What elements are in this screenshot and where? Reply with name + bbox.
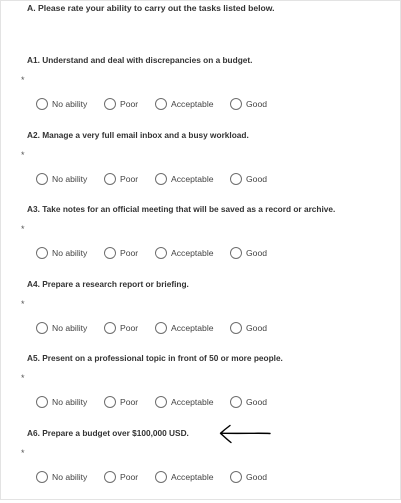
- radio-group: [0, 322, 401, 336]
- option-label: Acceptable: [171, 98, 214, 109]
- radio-button[interactable]: [230, 173, 242, 185]
- radio-button[interactable]: [104, 98, 116, 110]
- required-asterisk: *: [21, 75, 25, 85]
- radio-button[interactable]: [36, 98, 48, 110]
- option-label: Poor: [120, 471, 139, 482]
- radio-button[interactable]: [104, 471, 116, 483]
- radio-button[interactable]: [104, 322, 116, 334]
- question-label: A2. Manage a very full email inbox and a busy workload.: [27, 130, 249, 140]
- radio-group: [0, 471, 401, 485]
- option-label: No ability: [52, 173, 88, 184]
- radio-button[interactable]: [155, 322, 167, 334]
- option-label: No ability: [52, 396, 88, 407]
- hand-drawn-arrow-icon: [216, 423, 272, 445]
- question-label: A4. Prepare a research report or briefing.: [27, 279, 189, 289]
- required-asterisk: *: [21, 299, 25, 309]
- section-title: A. Please rate your ability to carry out the tasks listed below.: [27, 3, 275, 13]
- radio-button[interactable]: [230, 471, 242, 483]
- radio-button[interactable]: [36, 173, 48, 185]
- option-label: Poor: [120, 247, 139, 258]
- question-a1: [0, 55, 401, 130]
- radio-button[interactable]: [104, 396, 116, 408]
- question-label: A3. Take notes for an official meeting that will be saved as a record or archive.: [27, 204, 336, 214]
- option-label: Good: [246, 471, 268, 482]
- option-label: No ability: [52, 247, 88, 258]
- radio-group: [0, 247, 401, 261]
- option-label: Acceptable: [171, 322, 214, 333]
- radio-button[interactable]: [155, 396, 167, 408]
- radio-button[interactable]: [230, 98, 242, 110]
- option-label: Good: [246, 173, 268, 184]
- option-label: No ability: [52, 322, 88, 333]
- option-label: Poor: [120, 322, 139, 333]
- question-a6: [0, 428, 401, 503]
- radio-group: [0, 98, 401, 112]
- radio-button[interactable]: [36, 322, 48, 334]
- radio-button[interactable]: [155, 247, 167, 259]
- radio-button[interactable]: [104, 173, 116, 185]
- radio-button[interactable]: [155, 173, 167, 185]
- option-label: Good: [246, 396, 268, 407]
- radio-button[interactable]: [155, 98, 167, 110]
- option-label: Acceptable: [171, 471, 214, 482]
- option-label: Poor: [120, 396, 139, 407]
- question-a4: [0, 279, 401, 354]
- required-asterisk: *: [21, 224, 25, 234]
- question-a2: [0, 130, 401, 205]
- radio-button[interactable]: [36, 471, 48, 483]
- radio-button[interactable]: [230, 247, 242, 259]
- radio-button[interactable]: [36, 396, 48, 408]
- option-label: Acceptable: [171, 247, 214, 258]
- option-label: Acceptable: [171, 396, 214, 407]
- radio-button[interactable]: [155, 471, 167, 483]
- option-label: Acceptable: [171, 173, 214, 184]
- radio-button[interactable]: [230, 322, 242, 334]
- question-a3: [0, 204, 401, 279]
- option-label: Good: [246, 322, 268, 333]
- option-label: Good: [246, 247, 268, 258]
- question-a5: [0, 353, 401, 428]
- option-label: No ability: [52, 471, 88, 482]
- option-label: Good: [246, 98, 268, 109]
- radio-button[interactable]: [36, 247, 48, 259]
- option-label: Poor: [120, 173, 139, 184]
- required-asterisk: *: [21, 373, 25, 383]
- radio-group: [0, 396, 401, 410]
- option-label: No ability: [52, 98, 88, 109]
- radio-button[interactable]: [104, 247, 116, 259]
- required-asterisk: *: [21, 448, 25, 458]
- radio-group: [0, 173, 401, 187]
- radio-button[interactable]: [230, 396, 242, 408]
- question-label: A5. Present on a professional topic in front of 50 or more people.: [27, 353, 283, 363]
- required-asterisk: *: [21, 150, 25, 160]
- option-label: Poor: [120, 98, 139, 109]
- question-label: A1. Understand and deal with discrepancies on a budget.: [27, 55, 253, 65]
- question-label: A6. Prepare a budget over $100,000 USD.: [27, 428, 189, 438]
